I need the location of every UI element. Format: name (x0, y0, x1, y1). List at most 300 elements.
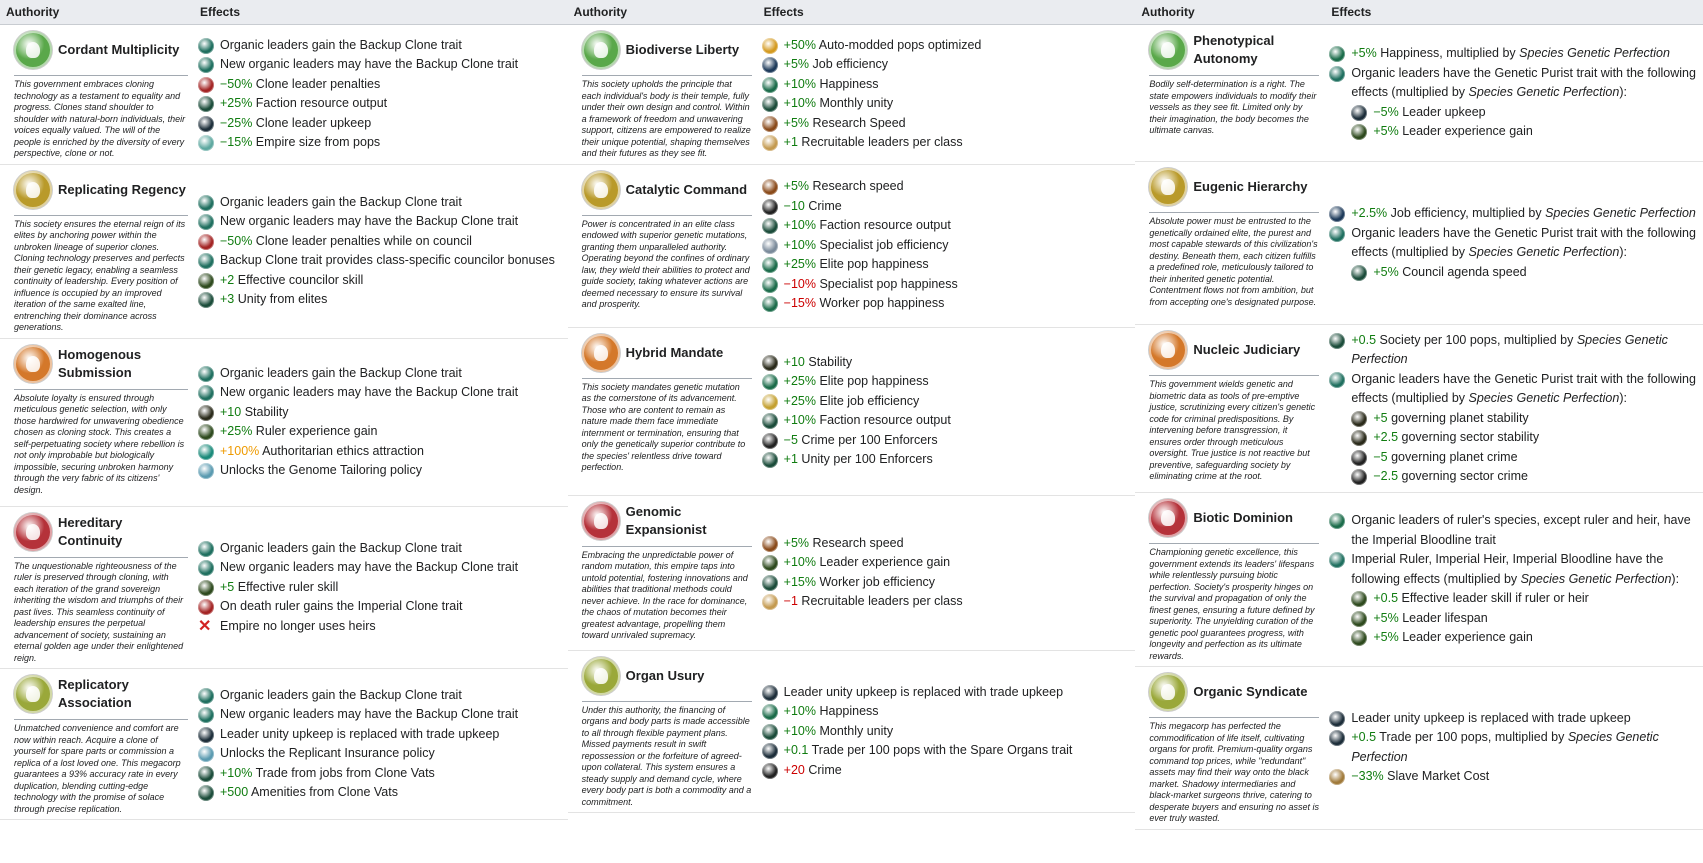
effect-tail: ): (1671, 571, 1680, 586)
happiness-icon (762, 277, 778, 293)
leader-icon (198, 688, 214, 704)
effect-multiplier[interactable]: Species Genetic Perfection (1520, 571, 1672, 586)
authority-cell (1135, 162, 1325, 325)
effect-value: +5 (1373, 410, 1388, 425)
authority-name[interactable]: Catalytic Command (625, 181, 748, 197)
effects-cell (758, 650, 1136, 813)
clone-penalty-icon (198, 77, 214, 93)
effect-value: +10% (783, 76, 816, 91)
effect-item (198, 232, 562, 252)
effect-value: +5% (1373, 124, 1399, 139)
authority-header: Authority (0, 0, 194, 25)
effect-value: +5% (1351, 46, 1377, 61)
effect-text: Research Speed (809, 115, 906, 130)
effect-text: Stability (804, 354, 853, 369)
crime-icon (762, 763, 778, 779)
effects-cell (758, 327, 1136, 495)
authority-heading (14, 513, 188, 551)
effect-text: Leader upkeep (1398, 104, 1486, 119)
effect-text: Clone leader upkeep (252, 115, 372, 130)
effect-item (1329, 609, 1697, 629)
effect-item (1329, 44, 1697, 64)
effect-multiplier[interactable]: Species Genetic Perfection (1545, 206, 1696, 220)
authority-name[interactable]: Replicating Regency (58, 181, 186, 197)
effect-item (1329, 370, 1697, 409)
authority-heading (582, 657, 752, 695)
leader-icon (198, 541, 214, 557)
authority-cell (0, 338, 194, 506)
effect-text: Leader experience gain (816, 555, 951, 569)
effect-value: +100% (220, 443, 260, 458)
authority-row (0, 506, 568, 669)
effect-multiplier[interactable]: Species Genetic Perfection (1519, 46, 1670, 61)
effect-text: Organic leaders gain the Backup Clone trait (220, 540, 462, 555)
effect-text: Elite job efficiency (816, 393, 920, 408)
authority-heading (14, 345, 188, 383)
effect-text: Happiness (816, 76, 879, 91)
effect-text: Leader lifespan (1398, 610, 1488, 625)
happiness-icon (762, 296, 778, 312)
ruler-xp-icon (198, 424, 214, 440)
effect-multiplier[interactable]: Species Genetic Perfection (1351, 332, 1668, 366)
leader-icon (198, 38, 214, 54)
authority-description: This society mandates genetic mutation as the cornerstone of its advancement. Those who are content to remain as nature made them face immediate internment or termination, ensuring that only the genetically superior contribute to the species' relentless drive toward perfection. (582, 378, 752, 474)
effects-header: Effects (194, 0, 568, 25)
effect-text: New organic leaders may have the Backup Clone trait (220, 385, 519, 399)
leader-icon (198, 707, 214, 723)
effect-value: +10% (783, 723, 816, 738)
authority-heading (1149, 499, 1319, 537)
effect-text: Amenities from Clone Vats (248, 785, 398, 799)
automod-icon (762, 38, 778, 54)
faction-icon (198, 96, 214, 112)
effect-value: +50% (783, 37, 816, 52)
effect-item (1329, 589, 1697, 609)
authority-cell (1135, 325, 1325, 493)
trade-icon (762, 743, 778, 759)
effect-item (762, 177, 1130, 197)
effect-text: Leader unity upkeep is replaced with trade upkeep (1351, 710, 1631, 725)
effect-value: +25% (220, 424, 253, 438)
effect-tail: ): (1619, 245, 1627, 259)
authority-description: This government wields genetic and biometric data as tools of pre-emptive justice, scrutinizing every citizen's genetic code for criminal predispositions. By intervening before transgression, it ensures order through meticulous oversight. True justice is not reactive but preventive, safeguarding society by eliminating crime at the root. (1149, 375, 1319, 483)
leader-icon (198, 195, 214, 211)
leader-icon (198, 57, 214, 73)
effects-cell (194, 338, 568, 506)
effect-text: Organic leaders gain the Backup Clone trait (220, 365, 462, 380)
authority-description: This society upholds the principle that each individual's body is their temple, fully under their own design and control. Within a framework of freedom and unwavering support, citizens are empowered to realize their unique potential, shaping themselves and their futures as they see fit. (582, 75, 752, 160)
authority-row (0, 164, 568, 338)
effect-tail: ): (1619, 391, 1627, 405)
authority-emblem-icon (1149, 673, 1187, 711)
effect-tail: ): (1619, 85, 1627, 100)
authority-table (568, 0, 1136, 813)
authority-description: Power is concentrated in an elite class endowed with superior genetic mutations, granting them unparalleled authority. Operating beyond the confines of ordinary law, they wield their abilities to protect and guide society, taking whatever actions are deemed necessary to ensure its survival and prosperity. (582, 215, 752, 311)
authority-description: Unmatched convenience and comfort are now within reach. Acquire a clone of yourself for spare parts or commission a replica of a lost loved one. This megacorp guarantees a 93% accuracy rate in every duplication, blending cutting-edge technology with the promise of solace through precise replication. (14, 719, 188, 815)
effect-item (1329, 204, 1697, 224)
authority-row (1135, 667, 1703, 830)
effect-text: Unity per 100 Enforcers (797, 452, 933, 466)
authority-emblem-icon (14, 675, 52, 713)
effect-value: −2.5 (1373, 469, 1399, 483)
authority-emblem-icon (1149, 168, 1187, 206)
happiness-icon (1329, 46, 1345, 62)
effect-item (1329, 448, 1697, 468)
effect-item (762, 722, 1130, 742)
effect-value: −15% (783, 296, 816, 311)
effect-item (198, 783, 562, 803)
effect-text: Leader experience gain (1398, 630, 1533, 645)
leader-icon (198, 253, 214, 269)
authority-emblem-icon (1149, 499, 1187, 537)
happiness-icon (762, 257, 778, 273)
effect-value: +5% (1373, 264, 1399, 279)
effect-item (762, 372, 1130, 392)
effect-value: +10% (783, 96, 816, 111)
authority-heading (1149, 673, 1319, 711)
clone-penalty-icon (198, 234, 214, 250)
authority-row (568, 327, 1136, 495)
authority-row (0, 669, 568, 820)
effect-item (198, 193, 562, 213)
effect-text: Research speed (809, 535, 904, 550)
effect-item (198, 461, 562, 481)
authority-name[interactable]: Cordant Multiplicity (58, 42, 180, 57)
lifespan-icon (1351, 611, 1367, 627)
effect-text: Effective leader skill if ruler or heir (1398, 591, 1589, 606)
effect-value: −10% (783, 276, 816, 291)
leader-skill-icon (1351, 591, 1367, 607)
authority-description: The unquestionable righteousness of the ruler is preserved through cloning, with each iteration of the grand sovereign inheriting the wisdom and triumphs of their past lives. This seamless continuity of leadership ensures the perpetual advancement of society, sustaining an eternal golden age under their enlightened reign. (14, 557, 188, 665)
authority-column-2 (568, 0, 1136, 830)
effect-text: Slave Market Cost (1383, 769, 1490, 784)
authority-description: This government embraces cloning technology as a testament to equality and progress. Clones stand shoulder to shoulder with natural-born individuals, their voices equally valued. The will of the people is enriched by the diversity of every perspective, clone or not. (14, 75, 188, 160)
effect-text: Research speed (809, 179, 904, 194)
authority-name[interactable]: Hereditary Continuity (58, 514, 123, 548)
effect-item (762, 197, 1130, 217)
effect-value: +10% (783, 413, 816, 427)
effect-value: +5% (1373, 610, 1399, 625)
effect-text: Organic leaders gain the Backup Clone trait (220, 194, 462, 209)
effect-item (1329, 409, 1697, 429)
effect-multiplier[interactable]: Species Genetic Perfection (1468, 85, 1620, 100)
happiness-icon (762, 374, 778, 390)
authority-description: Bodily self-determination is a right. The state empowers individuals to modify their vessels as they see fit. Limited only by their imagination, the body becomes the ultimate canvas. (1149, 75, 1319, 137)
slave-market-icon (1329, 769, 1345, 785)
authority-emblem-icon (1149, 331, 1187, 369)
effect-text: governing planet crime (1387, 449, 1518, 464)
effect-value: +3 (220, 292, 235, 306)
effect-text: Clone leader penalties (252, 76, 381, 91)
effect-item (198, 114, 562, 134)
leader-xp-icon (1351, 630, 1367, 646)
authority-description: This megacorp has perfected the commodification of life itself, cultivating organs for profit. Premium-quality organs command top prices, while "redundant" assets may find their way onto the black market. Shadowy intermediaries and black-market surgeons thrive, catering to desperate buyers and ensuring no asset is ever truly wasted. (1149, 717, 1319, 825)
research-icon (762, 116, 778, 132)
effect-text: Trade per 100 pops with the Spare Organs trait (808, 743, 1073, 757)
effect-text: Monthly unity (816, 723, 894, 738)
effect-text: Organic leaders gain the Backup Clone trait (220, 37, 462, 52)
effect-text: Empire size from pops (252, 135, 381, 150)
unity-icon (198, 292, 214, 308)
effect-item (762, 553, 1130, 573)
effect-item (1329, 709, 1697, 729)
death-icon (198, 599, 214, 615)
leader-icon (198, 385, 214, 401)
effect-item (198, 36, 562, 56)
effect-item (198, 744, 562, 764)
effect-text: Elite pop happiness (816, 374, 929, 388)
effect-value: +10 (783, 354, 805, 369)
effect-item (198, 364, 562, 384)
effect-item (198, 578, 562, 598)
crime-icon (1351, 469, 1367, 485)
leader-icon (1329, 226, 1345, 242)
leader-icon (198, 560, 214, 576)
effects-cell (194, 506, 568, 669)
recruit-icon (762, 135, 778, 151)
effect-item (1329, 103, 1697, 123)
authority-column-1 (0, 0, 568, 830)
authority-cell (1135, 493, 1325, 667)
effect-text: Job efficiency (809, 57, 889, 72)
faction-icon (762, 413, 778, 429)
effects-cell (758, 164, 1136, 327)
authority-table (1135, 0, 1703, 830)
effects-cell (194, 164, 568, 338)
authority-description: This society ensures the eternal reign of its elites by anchoring power within the unbroken lineage of superior clones. Cloning technology preserves and perfects their genetic legacy, enabling a seamless continuity of leadership. Every position of influence is occupied by an improved iteration of the same exalted line, entrenching their dominance across generations. (14, 215, 188, 334)
authority-cell (1135, 25, 1325, 162)
authority-name[interactable]: Eugenic Hierarchy (1193, 179, 1308, 194)
effect-text: Elite pop happiness (816, 257, 929, 272)
trade-icon (1329, 711, 1345, 727)
authority-cell (568, 164, 758, 327)
authority-name[interactable]: Organic Syndicate (1193, 684, 1308, 699)
effect-value: −15% (220, 135, 253, 150)
research-icon (762, 536, 778, 552)
society-icon (1329, 333, 1345, 349)
effect-text: On death ruler gains the Imperial Clone trait (220, 599, 463, 613)
effect-multiplier[interactable]: Species Genetic Perfection (1351, 730, 1659, 764)
effect-value: −5 (1373, 449, 1388, 464)
authority-emblem-icon (582, 657, 620, 695)
authority-row (568, 650, 1136, 813)
effects-cell (1325, 667, 1703, 830)
effect-item (762, 353, 1130, 373)
effect-value: −25% (220, 115, 253, 130)
ruler-skill-icon (198, 580, 214, 596)
crime-icon (1351, 450, 1367, 466)
effect-value: +0.5 (1351, 332, 1377, 347)
effects-cell (1325, 493, 1703, 667)
authority-name[interactable]: Nucleic Judiciary (1193, 342, 1301, 357)
authority-name[interactable]: Homogenous Submission (58, 346, 142, 380)
empire-size-icon (198, 135, 214, 151)
stability-icon (198, 405, 214, 421)
effect-item (762, 36, 1130, 56)
effect-item (198, 422, 562, 442)
effect-text: Crime (804, 198, 842, 213)
effect-text: Faction resource output (816, 413, 951, 427)
authority-row (568, 25, 1136, 165)
unity-icon (762, 452, 778, 468)
leader-icon (1329, 372, 1345, 388)
authority-row (1135, 25, 1703, 162)
effect-text: New organic leaders may have the Backup Clone trait (220, 560, 519, 574)
authority-name[interactable]: Biodiverse Liberty (625, 42, 740, 57)
effect-text: Council agenda speed (1398, 264, 1527, 279)
effect-text: Backup Clone trait provides class-specific councilor bonuses (220, 253, 555, 267)
authority-heading (1149, 168, 1319, 206)
effect-item (762, 702, 1130, 722)
effect-value: −5% (1373, 104, 1399, 119)
effect-item (762, 741, 1130, 761)
effect-item (1329, 550, 1697, 589)
effect-text: Effective ruler skill (234, 579, 339, 594)
authority-cell (0, 164, 194, 338)
effect-item (198, 251, 562, 271)
effect-text: Unity from elites (234, 292, 328, 306)
effect-item (198, 290, 562, 310)
effects-header: Effects (758, 0, 1136, 25)
effect-item (1329, 467, 1697, 487)
effect-text: Trade per 100 pops, multiplied by (1376, 730, 1568, 745)
effect-text: Auto-modded pops optimized (816, 37, 982, 52)
effect-value: +2.5 (1373, 430, 1399, 444)
effect-value: +0.5 (1351, 730, 1377, 745)
effect-multiplier[interactable]: Species Genetic Perfection (1468, 245, 1620, 259)
effect-item (762, 294, 1130, 314)
effects-cell (1325, 162, 1703, 325)
effect-item (1329, 64, 1697, 103)
effect-text: governing sector stability (1398, 430, 1540, 444)
authority-name[interactable]: Genomic Expansionist (625, 503, 707, 537)
leader-xp-icon (762, 555, 778, 571)
effect-item (762, 411, 1130, 431)
effect-value: +10 (220, 404, 242, 419)
effect-text: Worker pop happiness (816, 296, 945, 311)
effect-value: +0.5 (1373, 591, 1399, 606)
ethics-icon (198, 444, 214, 460)
effect-text: Society per 100 pops, multiplied by (1376, 332, 1577, 347)
effects-cell (1325, 325, 1703, 493)
effect-value: +10% (783, 704, 816, 718)
agenda-icon (1351, 265, 1367, 281)
authority-name[interactable]: Hybrid Mandate (625, 344, 724, 360)
effect-value: +5% (783, 535, 810, 550)
effect-text: Leader unity upkeep is replaced with trade upkeep (783, 684, 1064, 699)
effect-item (198, 403, 562, 423)
effects-header: Effects (1325, 0, 1703, 25)
authority-cell (0, 25, 194, 165)
effect-value: +0.1 (783, 743, 809, 757)
effect-item (198, 705, 562, 725)
effect-text: governing planet stability (1387, 410, 1529, 425)
effect-item (1329, 511, 1697, 550)
effect-multiplier[interactable]: Species Genetic Perfection (1468, 391, 1620, 405)
authority-heading (14, 171, 188, 209)
leader-icon (1329, 66, 1345, 82)
trade-icon (198, 766, 214, 782)
research-icon (762, 179, 778, 195)
leader-xp-icon (1351, 124, 1367, 140)
effect-text: Specialist job efficiency (816, 237, 949, 252)
authority-table (0, 0, 568, 820)
effect-text: Effective councilor skill (234, 272, 364, 287)
effect-item (762, 275, 1130, 295)
effect-item (198, 686, 562, 706)
effect-value: −50% (220, 76, 253, 91)
effect-text: Organic leaders have the Genetic Purist trait with the following effects (multiplied by (1351, 225, 1696, 259)
happiness-icon (762, 77, 778, 93)
effect-text: Unlocks the Genome Tailoring policy (220, 463, 422, 477)
effect-value: +25% (783, 257, 816, 272)
stability-icon (762, 355, 778, 371)
effect-item (1329, 728, 1697, 767)
effect-item (1329, 224, 1697, 263)
effect-value: +20 (783, 762, 805, 777)
effect-text: Organic leaders have the Genetic Purist trait with the following effects (multiplied by (1351, 65, 1696, 100)
authority-emblem-icon (14, 345, 52, 383)
effect-text: New organic leaders may have the Backup Clone trait (220, 707, 519, 721)
authority-cell (0, 506, 194, 669)
authority-cell (568, 25, 758, 165)
effects-cell (758, 495, 1136, 650)
effect-value: +5% (1373, 630, 1399, 645)
effect-item (762, 255, 1130, 275)
authority-name[interactable]: Replicatory Association (58, 677, 132, 710)
effect-text: governing sector crime (1398, 469, 1528, 483)
authority-emblem-icon (1149, 31, 1187, 69)
effect-item (198, 597, 562, 617)
effect-item (198, 539, 562, 559)
authority-name[interactable]: Biotic Dominion (1193, 510, 1294, 525)
effect-value: +10% (783, 218, 816, 233)
effect-text: Worker job efficiency (816, 574, 936, 589)
effect-value: +5% (783, 115, 810, 130)
authority-heading (582, 502, 752, 540)
effect-text: Recruitable leaders per class (797, 594, 963, 608)
effect-text: Clone leader penalties while on council (252, 233, 472, 248)
authority-emblem-icon (582, 502, 620, 540)
crime-icon (762, 433, 778, 449)
effect-value: −1 (783, 594, 798, 608)
effect-item (762, 216, 1130, 236)
authority-name[interactable]: Organ Usury (625, 667, 705, 683)
authority-heading (1149, 331, 1319, 369)
effect-value: +2.5% (1351, 206, 1388, 220)
councilor-skill-icon (198, 273, 214, 289)
authority-row (568, 164, 1136, 327)
happiness-icon (762, 704, 778, 720)
cross-icon: ✕ (198, 617, 212, 635)
effect-text: Happiness (816, 704, 879, 718)
authority-cell (0, 669, 194, 820)
authority-heading (582, 171, 752, 209)
effect-text: Authoritarian ethics attraction (259, 443, 424, 458)
authority-heading (14, 675, 188, 713)
authority-heading (14, 31, 188, 69)
trade-icon (1329, 730, 1345, 746)
authority-description: Embracing the unpredictable power of random mutation, this empire taps into untold potential, fostering innovations and abilities that traditional methods could never achieve. In the race for dominance, the chaos of mutation becomes their greatest advantage, propelling them toward unrivaled supremacy. (582, 546, 752, 642)
authority-description: Absolute power must be entrusted to the genetically ordained elite, the purest and most capable stewards of this civilization's destiny. Beneath them, each citizen fulfills a predefined role, meticulously tailored to their inherited genetic potential. Contentment flows not from ambition, but from accepting one's designated purpose. (1149, 212, 1319, 308)
authority-row (1135, 325, 1703, 493)
stability-icon (1351, 411, 1367, 427)
effect-item (198, 725, 562, 745)
effect-item (1329, 263, 1697, 283)
authority-name[interactable]: Phenotypical Autonomy (1193, 33, 1275, 66)
crime-icon (762, 199, 778, 215)
effect-item (762, 573, 1130, 593)
